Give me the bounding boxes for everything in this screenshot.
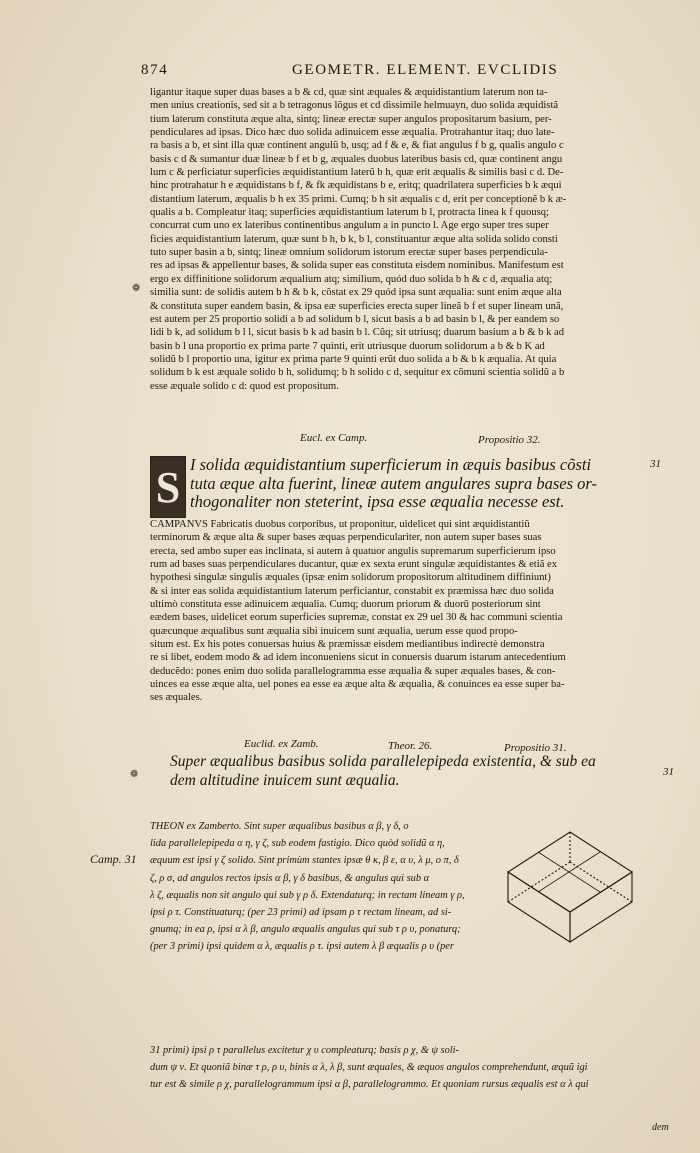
heading-line: tuta æque alta fuerint, lineæ autem angulares supra bases or- <box>190 473 597 493</box>
text-line: ergo ex diffinitione solidorum æqualium atq; similium, quód duo solida b h & c d, æqualia atq; <box>150 273 553 285</box>
text-line: qualis a b. Compleatur itaq; superficies æquidistantium laterum b l, protracta linea k f quousq; <box>150 207 549 219</box>
text-line: solidũ b l proportio una, igitur ex prima parte 9 quinti erũt duo solida a b & b k æqualia. At quia <box>150 353 557 365</box>
text-line: lum c & perficiatur superficies æquidistantium laterũ b h, quæ erit æqualis & similis basi c d. De- <box>150 167 564 179</box>
text-line: ficies æquidistantium laterum, quæ sunt b h, b k, b l, constituantur æque alta solida solido consti <box>150 233 558 245</box>
text-line: res ad ipsas & appellentur bases, & solida super eas constituta eisdem nominibus. Manifestum est <box>150 260 564 272</box>
text-line: situm est. Ex his potes conuersas huius & præmissæ eisdem mediantibus indirectè demonstra <box>150 639 545 651</box>
heading-line: thogonaliter non steterint, ipsa esse æqualia necesse est. <box>190 492 565 511</box>
page-number: 874 <box>141 62 169 78</box>
text-line: esse æquale solido c d: quod est propositum. <box>150 380 339 392</box>
text-line: hinc protrahatur h e æquidistans b f, & fk æquidistans b e, eritq; quadrilatera superficies b k æqui <box>150 180 562 192</box>
text-line: tur est & simile ρ χ, parallelogrammum ipsi α β, parallelogrammo. Et quoniam rursus æqualis est α λ qui <box>150 1079 589 1091</box>
text-line: ra basis a b, et sint illa quæ continent angulũ b, usq; ad f & e, & fiat angulus f b g, qualis angulo c <box>150 140 564 152</box>
proposition-number: Propositio 31. <box>504 742 567 754</box>
text-line: re si libet, eodem modo & ad idem inconueniens sicut in conuersis duarum istarum antecedentium <box>150 652 566 664</box>
text-line: basin b l una proportio ex prima parte 7 quinti, erit utriusque duorum solidorum a b & b K ad <box>150 340 545 352</box>
text-line: pendiculares ad ipsas. Dico hæc duo solida adinuicem esse æqualia. Protrahantur itaq; duo late- <box>150 127 555 139</box>
text-line: erecta, sed ambo super eas inclinata, si autem à quatuor angulis supremarum superficierum ipso <box>150 545 556 557</box>
theon-paragraph-continued <box>150 1042 640 1094</box>
margin-reference: 31 <box>663 766 674 778</box>
text-line: THEON ex Zamberto. Sint super æqualibus basibus α β, γ δ, o <box>150 821 409 832</box>
parallelepiped-diagram <box>500 818 640 948</box>
text-line: tium laterum constituta æque alta, sintq; lineæ erectæ super angulos propositarum basium, per- <box>150 113 552 125</box>
text-line: ipsi ρ τ. Constituaturq; (per 23 primi) ad ipsam ρ τ rectam lineam, ad si- <box>150 907 452 919</box>
text-line: lida parallelepipeda α η, γ ζ, sub eodem fastigio. Dico quòd solidũ α η, <box>150 838 445 850</box>
margin-ornament: ❁ <box>130 769 139 780</box>
text-line: gnumq; in ea ρ, ipsi α λ β, angulo æqualis angulus qui sub τ ρ υ, ponaturq; <box>150 924 461 936</box>
text-line: basis c d & sumantur duæ lineæ b f et b g, æquales duobus lateribus basis cd, quæ continent angu <box>150 153 563 165</box>
text-line: ultimò constituta esse adinuicem æqualia. Cumq; duorum priorum & duorũ posteriorum sint <box>150 599 541 611</box>
heading-line: Super æqualibus basibus solida parallelepipeda existentia, & sub ea <box>170 753 596 770</box>
proposition-number: Propositio 32. <box>478 434 541 446</box>
text-line: uinces ea esse æque alta, uel pones ea esse ea æque alta & æqualia, & conuinces ea esse super ba- <box>150 679 565 691</box>
margin-ornament: ❁ <box>132 283 141 294</box>
text-line: ligantur itaque super duas bases a b & cd, quæ sint æquales & æquidistantium laterum non ta- <box>150 87 548 98</box>
text-line: & constituta super eandem basin, & ipsa eæ superficies erecta super lineã b f et super lineam unã, <box>150 300 564 312</box>
theorem-number: Theor. 26. <box>388 740 433 752</box>
text-line: ses æquales. <box>150 692 203 704</box>
heading-line: I solida æquidistantium superficierum in æquis basibus cõsti <box>190 455 592 474</box>
text-line: tuto super basin a b, sintq; lineæ omnium solidorum istorum erectæ super bases perpendicula- <box>150 247 548 259</box>
text-line: & si inter eas solida æquidistantium laterum perficiantur, constabit ex præmissa hæc duo solida <box>150 585 554 597</box>
heading-line: dem altitudine inuicem sunt æqualia. <box>170 772 400 789</box>
source-label-zamberto: Euclid. ex Zamb. <box>244 738 319 750</box>
text-line: (per 3 primi) ipsi quidem α λ, æqualis ρ τ. ipsi autem λ β æqualis ρ υ (per <box>150 941 454 953</box>
text-line: solidum b k est æquale solido b h, solidumq; b h solido c d, sequitur ex cõmuni scientia solidũ a b <box>150 367 565 379</box>
text-line: lidi b k, ad solidum b l l, sicut basis b k ad basin b l. Cũq; sit utriusq; duarum basium a b & b k ad <box>150 327 565 339</box>
text-line: 31 primi) ipsi ρ τ parallelus excitetur χ υ compleaturq; basis ρ χ, & ψ soli- <box>150 1045 460 1056</box>
theon-paragraph <box>150 818 500 956</box>
text-line: quæcunque æqualibus sunt æqualia sibi inuicem sunt æqualia, uerum esse quod propo- <box>150 625 518 637</box>
page-header <box>141 62 580 84</box>
text-line: concurrat cum uno ex lateribus continentibus angulum a in puncto l. Age ergo super tres super <box>150 220 549 232</box>
text-line: distantium laterum, æqualis b h ex 35 primi. Cumq; b h sit æqualis c d, erit per conceptionẽ b k æ- <box>150 193 567 205</box>
running-title: GEOMETR. ELEMENT. EVCLIDIS <box>292 62 559 78</box>
text-line: hypothesi singulæ singulis æquales (ipsæ enim solidorum propositorum altitudinem diffiniunt) <box>150 572 551 584</box>
proposition-statement <box>150 456 640 512</box>
catchword: dem <box>652 1122 669 1133</box>
text-line: deducẽdo: pones enim duo solida parallelogramma esse æqualia & super æquales bases, & con- <box>150 665 556 677</box>
text-line: est autem per 25 proportio solidi a b ad solidum b l, sicut basis a b ad basin b l, & per eandem so <box>150 313 560 325</box>
text-line: eædem bases, uidelicet eorum superficies supremæ, constat ex 29 uel 30 & hac communi scientia <box>150 612 563 624</box>
decorated-initial: S <box>150 456 186 518</box>
text-line: terminorum & æque alta & super bases æquas perpendiculariter, non autem super bases suas <box>150 532 542 544</box>
margin-reference: 31 <box>650 458 661 470</box>
text-line: similia sunt: de solidis autem b h & b k, cõstat ex 29 quód ipsa sunt æqualia: sunt enim æque alta <box>150 287 562 299</box>
proof-paragraph <box>150 86 640 393</box>
text-line: æquum est ipsi γ ζ solido. Sint primùm stantes ipsæ θ κ, β ε, α υ, λ μ, ο π, δ <box>150 855 459 867</box>
text-line: rum ad bases suas perpendiculares ducantur, quæ ex sexta erunt singulæ æquidistantes & etiã ex <box>150 559 558 571</box>
campanus-paragraph <box>150 518 640 705</box>
text-line: λ ζ, æqualis non sit angulo qui sub γ ρ δ. Extendaturq; in rectam lineam γ ρ, <box>150 889 465 901</box>
text-line: dum ψ ν. Et quoniã binæ τ ρ, ρ υ, binis α λ, λ β, sunt æquales, & æquos angulos comprehendunt, æquũ igi <box>150 1062 588 1074</box>
source-label-campanus: Eucl. ex Camp. <box>300 432 368 444</box>
margin-reference: Camp. 31 <box>90 852 137 866</box>
text-line: CAMPANVS Fabricatis duobus corporibus, ut proponitur, uidelicet qui sint æquidistantiũ <box>150 519 530 530</box>
text-line: ζ, ρ σ, ad angulos rectos ipsis α β, γ δ basibus, & angulus qui sub α <box>150 872 430 884</box>
proposition-statement <box>170 752 640 790</box>
text-line: men unius creationis, sed sit a b tetragonus lõgus et cd dissimile helmuayn, duo solida æquidistã <box>150 100 559 112</box>
